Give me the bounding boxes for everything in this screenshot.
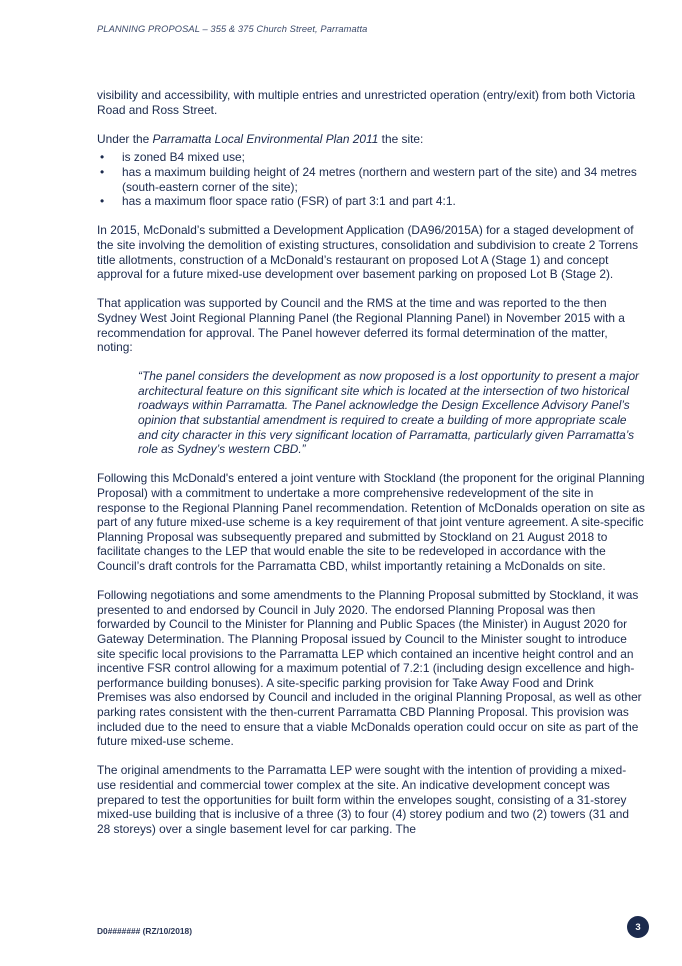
list-item: • has a maximum building height of 24 metres (northern and western part of the site) and 34 metres (south-eastern corner of the site); xyxy=(97,165,645,194)
list-item: • is zoned B4 mixed use; xyxy=(97,150,645,165)
page-number-badge: 3 xyxy=(627,916,649,938)
lep-suffix: the site: xyxy=(378,131,424,146)
list-item: • has a maximum floor space ratio (FSR) of part 3:1 and part 4:1. xyxy=(97,194,645,209)
lep-prefix: Under the xyxy=(97,131,153,146)
panel-quote: “The panel considers the development as now proposed is a lost opportunity to present a major architectural feature on this significant site which is located at the intersection of two historical roadways within Parramatta. The Panel acknowledge the Design Excellence Advisory Panel’s opinion that substantial amendment is required to create a building of more appropriate scale and city character in this very significant location of Parramatta, particularly given Parramatta’s role as Sydney’s western CBD.” xyxy=(138,369,640,457)
lep-title: Parramatta Local Environmental Plan 2011 xyxy=(152,131,379,146)
paragraph-negotiations: Following negotiations and some amendments to the Planning Proposal submitted by Stockland, it was presented to and endorsed by Council in July 2020. The endorsed Planning Proposal was then forwarded by Council to the Minister for Planning and Public Spaces (the Minister) in August 2020 for Gateway Determination. The Planning Proposal issued by Council to the Minister sought to introduce site specific local provisions to the Parramatta LEP which contained an incentive height control and an incentive FSR control allowing for a maximum potential of 7.2:1 (including design excellence and high-performance building bonuses). A site-specific parking provision for Take Away Food and Drink Premises was also endorsed by Council and included in the original Planning Proposal, as well as other parking rates consistent with the then-current Parramatta CBD Planning Proposal. This provision was included due to the need to ensure that a viable McDonalds operation could occur on site as part of the future mixed-use scheme. xyxy=(97,588,642,749)
paragraph-panel: That application was supported by Council and the RMS at the time and was reported to the then Sydney West Joint Regional Planning Panel (the Regional Planning Panel) in November 2015 with a recommendation for approval. The Panel however deferred its formal determination of the matter, noting: xyxy=(97,296,625,355)
paragraph-intro: visibility and accessibility, with multiple entries and unrestricted operation (entry/exit) from both Victoria Road and Ross Street. xyxy=(97,88,636,117)
page-header: PLANNING PROPOSAL – 355 & 375 Church Street, Parramatta xyxy=(97,24,368,34)
paragraph-original-amendments: The original amendments to the Parramatta LEP were sought with the intention of providing a mixed-use residential and commercial tower complex at the site. An indicative development concept was prepared to test the opportunities for built form within the envelopes sought, consisting of a 31-storey mixed-use building that is inclusive of a three (3) to four (4) storey podium and two (2) towers (31 and 28 storeys) over a single basement level for car parking. The xyxy=(97,763,630,836)
main-content xyxy=(97,88,645,851)
lep-controls-list xyxy=(97,150,645,208)
paragraph-da-2015: In 2015, McDonald’s submitted a Development Application (DA96/2015A) for a staged development of the site involving the demolition of existing structures, consolidation and subdivision to create 2 Torrens title allotments, construction of a McDonald’s restaurant on proposed Lot A (Stage 1) and concept approval for a future mixed-use development over basement parking on proposed Lot B (Stage 2). xyxy=(97,223,639,282)
document-code: D0####### (RZ/10/2018) xyxy=(97,926,192,936)
paragraph-joint-venture: Following this McDonald's entered a joint venture with Stockland (the proponent for the original Planning Proposal) with a commitment to undertake a more comprehensive redevelopment of the site in response to the Regional Planning Panel recommendation. Retention of McDonalds operation on site as part of any future mixed-use scheme is a key requirement of that joint venture agreement. A site-specific Planning Proposal was subsequently prepared and submitted by Stockland on 21 August 2018 to facilitate changes to the LEP that would enable the site to be redeveloped in accordance with the Council’s draft controls for the Parramatta CBD, whilst importantly retaining a McDonalds on site. xyxy=(97,471,645,573)
paragraph-lep xyxy=(97,132,645,147)
